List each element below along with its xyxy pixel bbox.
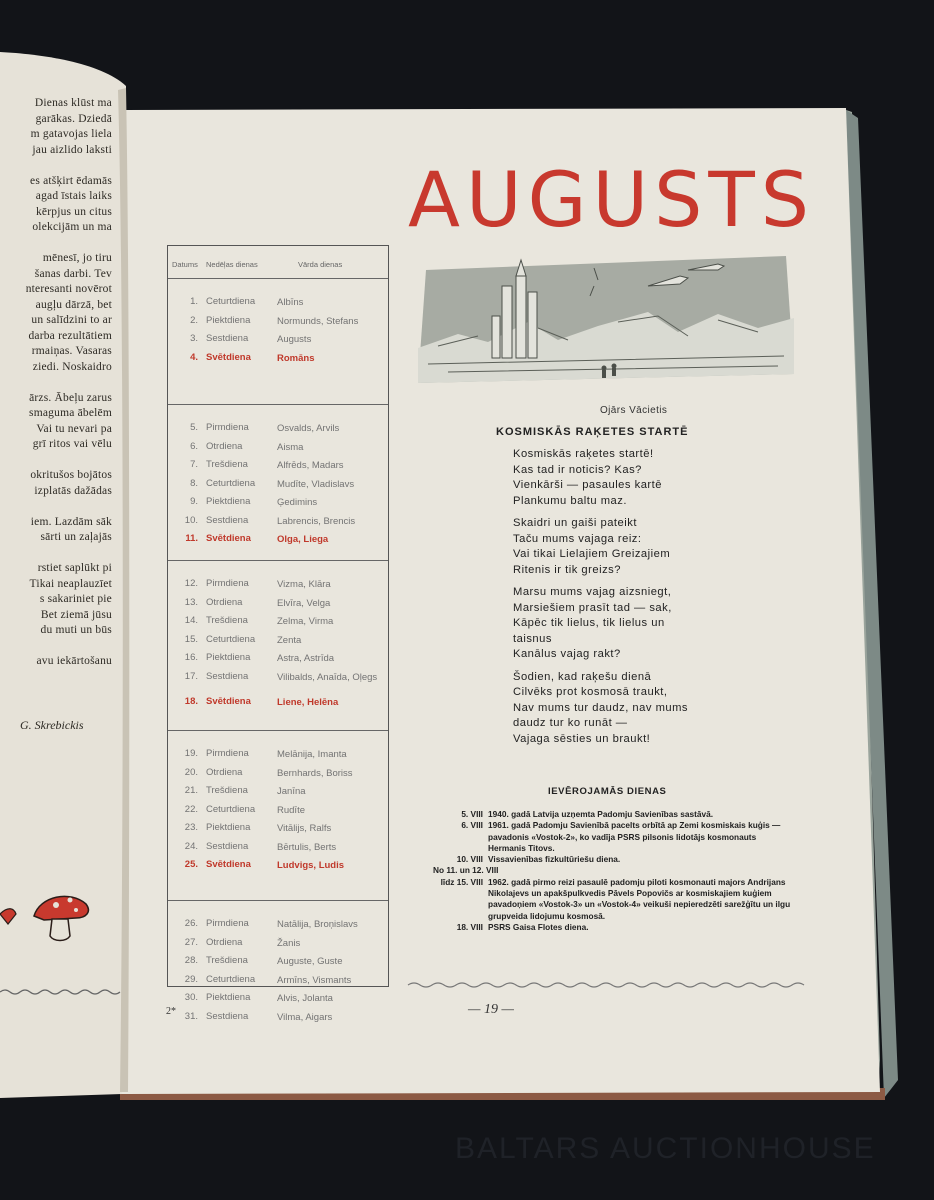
calendar-row	[168, 974, 388, 992]
day-number: 5.	[190, 422, 198, 433]
day-number: 19.	[184, 748, 198, 759]
left-text-line: Dienas klūst ma	[34, 97, 112, 109]
left-text-line: sārti un zaļajās	[40, 531, 112, 543]
calendar-row	[168, 597, 388, 615]
name-day: Vilibalds, Anaīda, Oļegs	[277, 671, 378, 683]
day-number: 21.	[184, 785, 198, 796]
weekday: Otrdiena	[206, 936, 243, 948]
name-day: Alvis, Jolanta	[277, 993, 333, 1004]
name-day: Mudīte, Vladislavs	[277, 478, 355, 490]
left-text-line: Vai tu nevari pa	[36, 422, 112, 435]
calendar-row	[168, 955, 388, 973]
event-text: 1962. gadā pirmo reizi pasaulē padomju piloti kosmonauti majors Andrijans Nikolajevs un apakšpulkvedis Pāvels Popovičs ar kosmiskajiem kuģiem pavadoņiem «Vostok-3» un «Vostok-4» veikuši nepieredzēti sarežģītu un ilgu grupveida lidojumu kosmosā.	[488, 876, 791, 921]
left-text-line: agad īstais laiks	[35, 190, 112, 202]
left-text-line: ārzs. Ābeļu zarus	[29, 391, 112, 404]
day-number: 12.	[184, 578, 198, 589]
day-number: 28.	[184, 955, 198, 966]
left-text-line	[0, 639, 112, 655]
calendar-row	[168, 333, 388, 351]
day-number: 15.	[184, 633, 198, 645]
weekday: Pirmdiena	[206, 422, 249, 433]
day-number: 31.	[184, 1010, 198, 1022]
left-text-line: es atšķirt ēdamās	[30, 174, 112, 187]
events-list	[433, 809, 793, 933]
calendar-row	[168, 841, 388, 859]
calendar-row	[168, 441, 388, 459]
left-text-line: kērpjus un citus	[35, 205, 112, 218]
poem-stanza	[513, 670, 688, 748]
day-number: 6.	[190, 440, 198, 452]
name-day: Vizma, Klāra	[277, 579, 331, 590]
weekday: Piektdiena	[206, 652, 251, 663]
weekday: Sestdiena	[206, 1010, 249, 1022]
calendar-row	[168, 634, 388, 652]
event-item	[433, 922, 793, 933]
calendar-row	[168, 459, 388, 477]
left-text-line: mēnesī, jo tiru	[42, 252, 112, 264]
name-day: Astra, Astrīda	[277, 653, 335, 664]
event-date: 6. VIII	[461, 820, 483, 831]
calendar-table	[167, 245, 389, 1023]
poem-line: Kosmiskās raķetes startē!	[513, 448, 654, 460]
day-number: 7.	[190, 459, 198, 470]
left-text-line	[0, 236, 112, 252]
calendar-week	[168, 900, 388, 1022]
watermark: BALTARS AUCTIONHOUSE	[455, 1132, 876, 1165]
weekday: Ceturtdiena	[206, 296, 256, 307]
poem-line: Marsiešiem prasīt tad — sak,	[513, 601, 672, 614]
poem-stanza	[513, 585, 688, 663]
calendar-row	[168, 804, 388, 822]
left-text-line: darba rezultātiem	[28, 329, 112, 342]
name-day: Vilma, Aigars	[277, 1011, 333, 1023]
left-text-line: avu iekārtošanu	[36, 655, 112, 667]
day-number: 25.	[184, 859, 198, 870]
left-text-line: nteresanti novērot	[25, 283, 112, 295]
weekday: Svētdiena	[206, 533, 251, 544]
name-day: Labrencis, Brencis	[277, 515, 356, 527]
weekday: Otrdiena	[206, 440, 243, 452]
header-date: Datums	[172, 260, 198, 269]
left-text-line	[0, 453, 112, 469]
left-page-signature: G. Skrebickis	[20, 718, 84, 732]
left-text-line: ziedi. Noskaidro	[32, 360, 112, 373]
day-number: 27.	[184, 936, 198, 948]
event-text: 1940. gadā Latvija uzņemta Padomju Savienības sastāvā.	[488, 809, 714, 819]
event-date: No 11. un 12. VIII	[433, 865, 499, 876]
poem-line: Skaidri un gaiši pateikt	[513, 517, 637, 529]
weekday: Ceturtdiena	[206, 973, 256, 985]
day-number: 18.	[184, 695, 198, 707]
calendar-row	[168, 296, 388, 314]
day-number: 9.	[190, 496, 198, 507]
name-day: Augusts	[277, 334, 312, 345]
calendar-row	[168, 671, 388, 689]
weekday: Sestdiena	[206, 670, 249, 682]
calendar-row	[168, 918, 388, 936]
events-title: IEVĒROJAMĀS DIENAS	[548, 786, 667, 797]
calendar-week	[168, 560, 388, 731]
calendar-row	[168, 992, 388, 1010]
calendar-row	[168, 315, 388, 333]
poem-line: Vienkārši — pasaules kartē	[513, 479, 662, 491]
signature-mark: 2*	[166, 1006, 176, 1017]
poem-title: KOSMISKĀS RAĶETES STARTĒ	[496, 426, 689, 438]
poem-line: Marsu mums vajag aizsniegt,	[513, 586, 672, 598]
event-date: līdz 15. VIII	[440, 876, 483, 887]
weekday: Ceturtdiena	[206, 477, 256, 489]
left-text-line: izplatās dažādas	[34, 484, 112, 497]
calendar-row	[168, 478, 388, 496]
left-text-line: un salīdzini to ar	[31, 314, 112, 326]
poem-line: Kanālus vajag rakt?	[513, 648, 621, 660]
calendar-week	[168, 404, 388, 561]
calendar-row	[168, 496, 388, 514]
day-number: 3.	[190, 333, 198, 344]
name-day: Albīns	[277, 297, 304, 308]
poem-line: daudz tur ko runāt —	[513, 717, 628, 729]
calendar-row	[168, 1011, 388, 1029]
weekday: Pirmdiena	[206, 918, 249, 929]
header-weekday: Nedēļas dienas	[206, 260, 258, 269]
poem-line: Kas tad ir noticis? Kas?	[513, 463, 642, 476]
day-number: 29.	[184, 973, 198, 985]
weekday: Otrdiena	[206, 766, 243, 778]
weekday: Ceturtdiena	[206, 803, 256, 815]
calendar-row	[168, 748, 388, 766]
left-text-line: Bet ziemā jūsu	[40, 608, 112, 621]
left-text-line: rstiet saplūkt pi	[37, 562, 112, 574]
calendar-row-sunday	[168, 352, 388, 370]
weekday: Pirmdiena	[206, 748, 249, 759]
weekday: Sestdiena	[206, 840, 249, 852]
calendar-row	[168, 578, 388, 596]
event-item	[433, 809, 793, 820]
weekday: Piektdiena	[206, 992, 251, 1003]
name-day: Janīna	[277, 786, 306, 797]
weekday: Svētdiena	[206, 351, 251, 363]
name-day: Vitālijs, Ralfs	[277, 823, 332, 834]
name-day: Auguste, Guste	[277, 956, 343, 967]
left-text-line	[0, 546, 112, 562]
name-day: Olga, Liega	[277, 534, 329, 545]
name-day: Normunds, Stefans	[277, 315, 359, 327]
left-text-line: okritušos bojātos	[30, 469, 112, 481]
name-day: Ģedimins	[277, 497, 318, 508]
left-text-line: du muti un būs	[40, 624, 112, 636]
left-text-line: s sakariniet pie	[39, 593, 112, 605]
poem-line: taisnus	[513, 632, 552, 645]
left-text-line: m gatavojas liela	[30, 128, 112, 140]
poem-author: Ojārs Vācietis	[600, 405, 668, 416]
poem-line: Vajaga sēsties un braukt!	[513, 732, 651, 745]
day-number: 4.	[190, 351, 198, 363]
weekday: Svētdiena	[206, 859, 251, 870]
day-number: 13.	[184, 596, 198, 608]
poem-line: Taču mums vajaga reiz:	[513, 532, 642, 545]
name-day: Osvalds, Arvils	[277, 423, 340, 434]
calendar-row	[168, 515, 388, 533]
poem-stanza	[513, 447, 688, 509]
poem-line: Plankumu baltu maz.	[513, 494, 627, 507]
calendar-row-sunday	[168, 533, 388, 551]
weekday: Sestdiena	[206, 514, 249, 526]
event-date: 18. VIII	[456, 921, 483, 932]
poem-body	[513, 447, 688, 754]
name-day: Rudīte	[277, 804, 305, 816]
day-number: 26.	[184, 918, 198, 929]
left-text-line: augļu dārzā, bet	[35, 298, 112, 311]
weekday: Ceturtdiena	[206, 633, 256, 645]
left-text-line	[0, 158, 112, 174]
poem-stanza	[513, 516, 688, 578]
month-title: AUGUSTS	[408, 155, 816, 244]
day-number: 20.	[184, 766, 198, 778]
name-day: Armīns, Vismants	[277, 974, 352, 986]
day-number: 30.	[184, 992, 198, 1003]
day-number: 23.	[184, 822, 198, 833]
calendar-row	[168, 615, 388, 633]
day-number: 8.	[190, 477, 198, 489]
day-number: 10.	[184, 514, 198, 526]
calendar-row	[168, 767, 388, 785]
calendar-week	[168, 278, 388, 405]
left-page-text	[0, 96, 112, 670]
event-date: 10. VIII	[456, 854, 483, 865]
event-text	[488, 865, 793, 876]
left-text-line	[0, 499, 112, 515]
calendar-row	[168, 422, 388, 440]
left-text-line: garākas. Dziedā	[35, 112, 112, 125]
poem-line: Kāpēc tik lielus, tik lielus un	[513, 617, 665, 629]
event-item	[433, 854, 793, 865]
name-day: Alfrēds, Madars	[277, 460, 344, 471]
left-text-line: smaguma ābelēm	[29, 407, 112, 419]
name-day: Bernhards, Boriss	[277, 767, 353, 779]
calendar-row	[168, 785, 388, 803]
name-day: Bērtulis, Berts	[277, 841, 337, 853]
weekday: Trešdiena	[206, 955, 248, 966]
calendar-row	[168, 937, 388, 955]
weekday: Piektdiena	[206, 314, 251, 326]
event-item	[433, 865, 793, 876]
day-number: 22.	[184, 803, 198, 815]
calendar-row	[168, 822, 388, 840]
poem-line: Ritenis ir tik greizs?	[513, 563, 621, 576]
day-number: 24.	[184, 840, 198, 852]
calendar-row	[168, 652, 388, 670]
name-day: Romāns	[277, 352, 315, 364]
left-text-line: jau aizlido laksti	[32, 143, 112, 156]
weekday: Pirmdiena	[206, 578, 249, 589]
left-text-line: rmaiņas. Vasaras	[31, 345, 112, 357]
event-text: 1961. gadā Padomju Savienībā pacelts orbītā ap Zemi kosmiskais kuģis — pavadonis «Vostok-2», ko vadīja PSRS pilsonis lidotājs kosmonauts Hermanis Titovs.	[488, 820, 781, 853]
calendar-week	[168, 730, 388, 901]
weekday: Piektdiena	[206, 496, 251, 507]
event-date: 5. VIII	[461, 809, 483, 819]
weekday: Sestdiena	[206, 333, 249, 344]
weekday: Trešdiena	[206, 459, 248, 470]
left-text-line: šanas darbi. Tev	[34, 267, 112, 280]
event-item	[433, 820, 793, 854]
space-city-illustration	[418, 256, 794, 383]
calendar-row-sunday	[168, 859, 388, 877]
day-number: 11.	[185, 533, 198, 544]
name-day: Zenta	[277, 634, 302, 646]
left-text-line: grī ritos vai vēlu	[32, 438, 112, 450]
name-day: Ludvigs, Ludis	[277, 860, 345, 871]
name-day: Zelma, Virma	[277, 616, 334, 627]
weekday: Trešdiena	[206, 615, 248, 626]
day-number: 16.	[184, 652, 198, 663]
event-text: PSRS Gaisa Flotes diena.	[488, 921, 589, 932]
name-day: Elvīra, Velga	[277, 597, 331, 609]
name-day: Melānija, Imanta	[277, 749, 347, 760]
event-text: Vissavienības fizkultūriešu diena.	[488, 854, 621, 865]
weekday: Otrdiena	[206, 596, 243, 608]
weekday: Svētdiena	[206, 695, 251, 707]
weekday: Piektdiena	[206, 822, 251, 833]
name-day: Natālija, Broņislavs	[277, 919, 358, 930]
page-number: — 19 —	[468, 1002, 514, 1017]
day-number: 17.	[184, 670, 198, 682]
calendar-row-sunday	[168, 696, 388, 714]
name-day: Žanis	[277, 937, 301, 949]
poem-line: Cilvēks prot kosmosā traukt,	[513, 686, 668, 698]
poem-line: Nav mums tur daudz, nav mums	[513, 701, 689, 714]
poem-line: Vai tikai Lielajiem Greizajiem	[513, 548, 671, 560]
left-text-line: Tikai neaplauzīet	[29, 577, 112, 590]
day-number: 1.	[190, 296, 198, 307]
left-text-line: iem. Lazdām sāk	[30, 515, 112, 528]
left-text-line: olekcijām un ma	[32, 221, 112, 233]
event-item	[433, 877, 793, 922]
day-number: 2.	[190, 314, 198, 326]
name-day: Aisma	[277, 441, 304, 453]
calendar-header	[168, 246, 388, 279]
header-nameday: Vārda dienas	[298, 260, 343, 269]
poem-line: Šodien, kad raķešu dienā	[513, 670, 652, 683]
name-day: Liene, Helēna	[277, 696, 339, 708]
left-text-line	[0, 375, 112, 391]
weekday: Trešdiena	[206, 785, 248, 796]
left-page	[0, 50, 128, 1100]
day-number: 14.	[184, 615, 198, 626]
